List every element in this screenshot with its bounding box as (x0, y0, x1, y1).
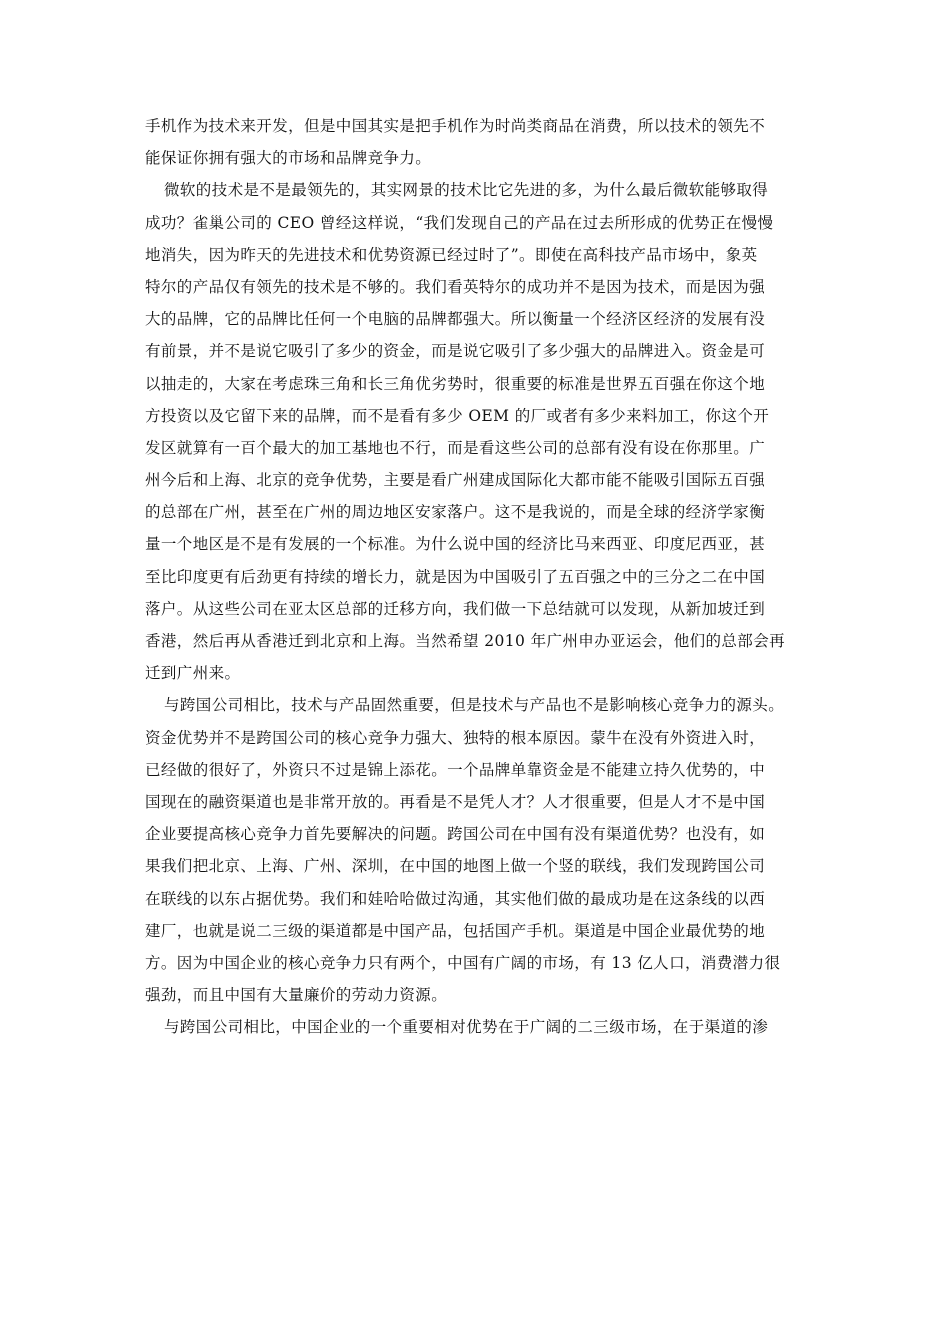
text-line: 方投资以及它留下来的品牌，而不是看有多少 OEM 的厂或者有多少来料加工，你这个开 (145, 406, 770, 425)
text-line: 微软的技术是不是最领先的，其实网景的技术比它先进的多，为什么最后微软能够取得 (164, 181, 769, 200)
text-line: 的总部在广州，甚至在广州的周边地区安家落户。这不是我说的，而是全球的经济学家衡 (145, 503, 766, 522)
text-line: 迁到广州来。 (145, 664, 241, 683)
text-line: 香港，然后再从香港迁到北京和上海。当然希望 2010 年广州申办亚运会，他们的总部会再 (145, 632, 786, 650)
text-line: 强劲，而且中国有大量廉价的劳动力资源。 (145, 986, 448, 1005)
text-line: 以抽走的，大家在考虑珠三角和长三角优劣势时，很重要的标准是世界五百强在你这个地 (145, 374, 766, 393)
text-line: 发区就算有一百个最大的加工基地也不行，而是看这些公司的总部有没有设在你那里。广 (145, 438, 766, 457)
text-line: 与跨国公司相比，中国企业的一个重要相对优势在于广阔的二三级市场，在于渠道的渗 (164, 1018, 769, 1037)
text-line: 企业要提高核心竞争力首先要解决的问题。跨国公司在中国有没有渠道优势？也没有，如 (145, 825, 766, 844)
text-line: 资金优势并不是跨国公司的核心竞争力强大、独特的根本原因。蒙牛在没有外资进入时， (145, 728, 766, 747)
text-line: 至比印度更有后劲更有持续的增长力，就是因为中国吸引了五百强之中的三分之二在中国 (145, 567, 766, 586)
text-line: 有前景，并不是说它吸引了多少的资金，而是说它吸引了多少强大的品牌进入。资金是可 (145, 342, 766, 361)
text-line: 果我们把北京、上海、广州、深圳，在中国的地图上做一个竖的联线，我们发现跨国公司 (145, 857, 766, 876)
text-line: 建厂，也就是说二三级的渠道都是中国产品，包括国产手机。渠道是中国企业最优势的地 (145, 921, 766, 940)
text-line: 已经做的很好了，外资只不过是锦上添花。一个品牌单靠资金是不能建立持久优势的，中 (145, 760, 766, 779)
text-line: 与跨国公司相比，技术与产品固然重要，但是技术与产品也不是影响核心竞争力的源头。 (164, 696, 785, 715)
text-line: 州今后和上海、北京的竞争优势，主要是看广州建成国际化大都市能不能吸引国际五百强 (145, 471, 766, 490)
text-line: 特尔的产品仅有领先的技术是不够的。我们看英特尔的成功并不是因为技术，而是因为强 (145, 277, 766, 296)
text-line: 大的品牌，它的品牌比任何一个电脑的品牌都强大。所以衡量一个经济区经济的发展有没 (145, 310, 766, 329)
text-line: 落户。从这些公司在亚太区总部的迁移方向，我们做一下总结就可以发现，从新加坡迁到 (145, 599, 766, 618)
text-line: 成功？雀巢公司的 CEO 曾经这样说，“我们发现自己的产品在过去所形成的优势正在慢慢 (145, 213, 774, 232)
text-line: 量一个地区是不是有发展的一个标准。为什么说中国的经济比马来西亚、印度尼西亚，甚 (145, 535, 766, 554)
text-line: 在联线的以东占据优势。我们和娃哈哈做过沟通，其实他们做的最成功是在这条线的以西 (145, 889, 766, 908)
text-line: 国现在的融资渠道也是非常开放的。再看是不是凭人才？人才很重要，但是人才不是中国 (145, 792, 766, 811)
text-line: 方。因为中国企业的核心竞争力只有两个，中国有广阔的市场，有 13 亿人口，消费潜力很 (145, 953, 781, 972)
text-line: 手机作为技术来开发，但是中国其实是把手机作为时尚类商品在消费，所以技术的领先不 (145, 117, 766, 135)
body-text (145, 110, 815, 1043)
text-line: 能保证你拥有强大的市场和品牌竞争力。 (145, 149, 432, 168)
text-line: 地消失，因为昨天的先进技术和优势资源已经过时了”。即使在高科技产品市场中，象英 (145, 245, 758, 264)
